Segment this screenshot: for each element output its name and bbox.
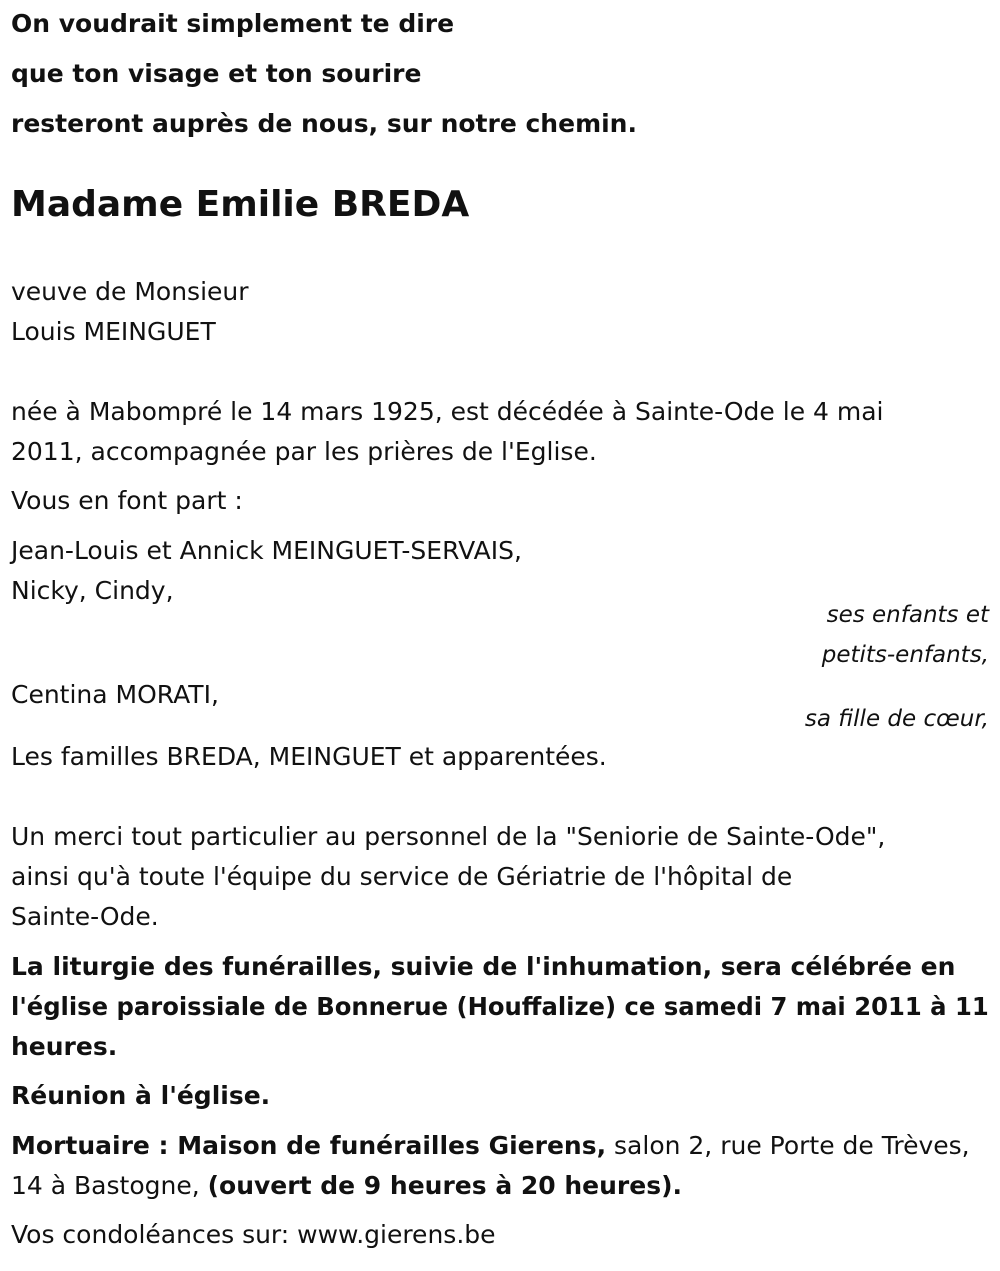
mortuary-line-2	[11, 1171, 682, 1201]
liturgy-line-2: l'église paroissiale de Bonnerue (Houffalize) ce samedi 7 mai 2011 à 11	[11, 992, 989, 1021]
verse-line-1: On voudrait simplement te dire	[11, 9, 455, 38]
heart-daughter: Centina MORATI,	[11, 680, 219, 709]
children-role-line-2: petits-enfants,	[821, 642, 989, 668]
children-line-2: Nicky, Cindy,	[11, 576, 174, 605]
verse-line-2: que ton visage et ton sourire	[11, 59, 422, 88]
birth-death-line-1: née à Mabompré le 14 mars 1925, est décédée à Sainte-Ode le 4 mai	[11, 397, 884, 426]
children-line-1: Jean-Louis et Annick MEINGUET-SERVAIS,	[11, 536, 522, 565]
mortuary-address-1: salon 2, rue Porte de Trèves,	[606, 1131, 970, 1160]
families: Les familles BREDA, MEINGUET et apparentées.	[11, 742, 607, 771]
mortuary-label: Mortuaire : Maison de funérailles Gierens,	[11, 1131, 607, 1160]
heart-daughter-role: sa fille de cœur,	[804, 706, 989, 732]
announcement: Vous en font part :	[11, 486, 243, 515]
meeting: Réunion à l'église.	[11, 1081, 271, 1110]
children-role-line-1: ses enfants et	[826, 602, 989, 628]
liturgy-line-3: heures.	[11, 1032, 118, 1061]
spouse-line-2: Louis MEINGUET	[11, 317, 216, 346]
thanks-line-3: Sainte-Ode.	[11, 902, 159, 931]
condolences: Vos condoléances sur: www.gierens.be	[11, 1220, 496, 1249]
mortuary-address-2: 14 à Bastogne,	[11, 1171, 208, 1200]
verse-line-3: resteront auprès de nous, sur notre chemin.	[11, 109, 637, 138]
mortuary-line-1	[11, 1131, 970, 1161]
birth-death-line-2: 2011, accompagnée par les prières de l'Eglise.	[11, 437, 597, 466]
thanks-line-1: Un merci tout particulier au personnel de la "Seniorie de Sainte-Ode",	[11, 822, 886, 851]
mortuary-hours: (ouvert de 9 heures à 20 heures).	[207, 1171, 683, 1200]
thanks-line-2: ainsi qu'à toute l'équipe du service de Gériatrie de l'hôpital de	[11, 862, 793, 891]
liturgy-line-1: La liturgie des funérailles, suivie de l'inhumation, sera célébrée en	[11, 952, 956, 981]
deceased-name: Madame Emilie BREDA	[11, 184, 470, 225]
spouse-line-1: veuve de Monsieur	[11, 277, 249, 306]
